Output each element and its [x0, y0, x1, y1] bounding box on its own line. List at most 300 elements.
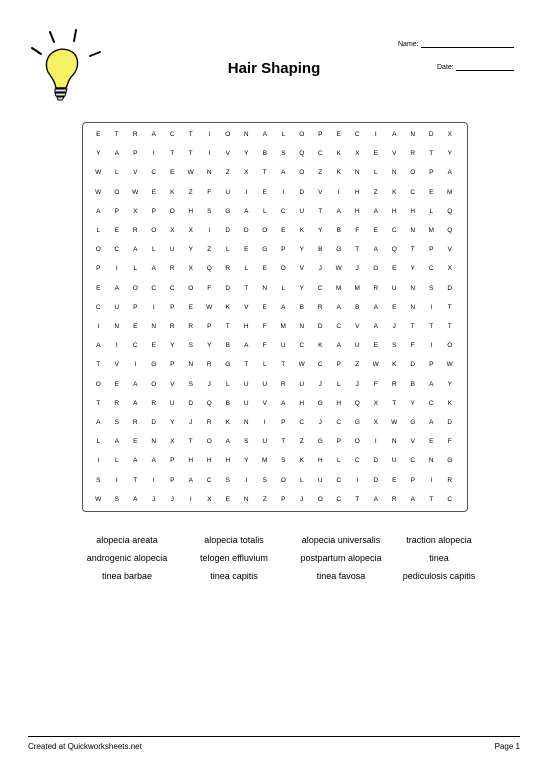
grid-letter[interactable]: T	[114, 131, 119, 138]
grid-letter[interactable]: W	[132, 188, 139, 196]
grid-letter[interactable]: A	[96, 207, 101, 215]
grid-letter[interactable]: T	[429, 150, 434, 158]
grid-letter[interactable]: V	[244, 303, 249, 311]
grid-letter[interactable]: R	[410, 150, 416, 158]
grid-letter[interactable]: X	[447, 131, 452, 138]
grid-letter[interactable]: A	[244, 207, 249, 215]
grid-letter[interactable]: T	[281, 361, 286, 369]
grid-letter[interactable]: W	[298, 361, 305, 369]
grid-letter[interactable]: L	[114, 457, 119, 465]
grid-letter[interactable]: E	[244, 246, 249, 254]
grid-letter[interactable]: T	[447, 303, 452, 311]
grid-letter[interactable]: A	[133, 246, 138, 254]
date-field[interactable]	[437, 63, 514, 71]
grid-letter[interactable]: O	[317, 495, 323, 503]
grid-letter[interactable]: I	[208, 131, 211, 138]
grid-letter[interactable]: P	[96, 265, 101, 273]
grid-letter[interactable]: I	[97, 323, 100, 330]
grid-letter[interactable]: T	[318, 207, 323, 215]
grid-letter[interactable]: K	[447, 399, 452, 407]
grid-letter[interactable]: A	[133, 380, 138, 388]
grid-letter[interactable]: K	[336, 150, 341, 158]
grid-letter[interactable]: J	[189, 419, 193, 426]
grid-letter[interactable]: P	[429, 361, 434, 369]
grid-letter[interactable]: N	[391, 169, 397, 177]
grid-letter[interactable]: O	[280, 476, 286, 484]
grid-letter[interactable]: Y	[447, 150, 452, 158]
name-field[interactable]	[398, 40, 514, 48]
grid-letter[interactable]: O	[280, 265, 286, 273]
grid-letter[interactable]: L	[151, 246, 156, 254]
grid-letter[interactable]: A	[244, 342, 249, 350]
grid-letter[interactable]: V	[262, 399, 267, 407]
grid-letter[interactable]: V	[318, 188, 323, 196]
grid-letter[interactable]: T	[96, 399, 101, 407]
grid-letter[interactable]: H	[354, 207, 360, 215]
grid-letter[interactable]: K	[299, 457, 304, 465]
grid-letter[interactable]: N	[410, 227, 416, 234]
grid-letter[interactable]: A	[151, 265, 156, 273]
grid-letter[interactable]: A	[373, 246, 378, 254]
grid-letter[interactable]: U	[280, 342, 286, 350]
grid-letter[interactable]: U	[354, 342, 360, 350]
grid-letter[interactable]: V	[447, 246, 452, 254]
grid-letter[interactable]: C	[336, 323, 342, 330]
grid-letter[interactable]: O	[95, 246, 101, 254]
grid-letter[interactable]: O	[114, 188, 120, 196]
grid-letter[interactable]: I	[134, 361, 137, 369]
grid-letter[interactable]: W	[95, 188, 102, 196]
grid-letter[interactable]: J	[392, 323, 396, 330]
grid-letter[interactable]: O	[299, 131, 305, 138]
grid-letter[interactable]: Y	[299, 246, 304, 254]
grid-letter[interactable]: C	[428, 399, 434, 407]
grid-letter[interactable]: T	[225, 323, 230, 330]
grid-letter[interactable]: I	[189, 495, 192, 503]
grid-letter[interactable]: W	[372, 361, 379, 369]
grid-letter[interactable]: A	[114, 284, 119, 292]
grid-letter[interactable]: I	[152, 303, 155, 311]
grid-letter[interactable]: T	[188, 131, 193, 138]
grid-letter[interactable]: U	[243, 380, 249, 388]
grid-letter[interactable]: I	[337, 188, 340, 196]
grid-letter[interactable]: S	[114, 495, 119, 503]
grid-letter[interactable]: B	[318, 246, 323, 254]
grid-letter[interactable]: B	[299, 303, 304, 311]
grid-letter[interactable]: O	[132, 284, 138, 292]
grid-letter[interactable]: M	[354, 284, 360, 292]
grid-letter[interactable]: P	[170, 457, 175, 465]
grid-letter[interactable]: D	[151, 419, 157, 426]
grid-letter[interactable]: I	[208, 227, 211, 234]
grid-letter[interactable]: T	[281, 438, 286, 446]
grid-letter[interactable]: N	[206, 169, 212, 177]
grid-letter[interactable]: Z	[299, 438, 304, 446]
grid-letter[interactable]: Y	[207, 342, 212, 350]
grid-letter[interactable]: A	[114, 150, 119, 158]
grid-letter[interactable]: C	[169, 284, 175, 292]
grid-letter[interactable]: P	[133, 303, 138, 311]
grid-letter[interactable]: C	[151, 169, 157, 177]
grid-letter[interactable]: A	[336, 207, 341, 215]
grid-letter[interactable]: L	[336, 457, 341, 465]
grid-letter[interactable]: W	[95, 495, 102, 503]
grid-letter[interactable]: N	[410, 303, 416, 311]
grid-letter[interactable]: T	[244, 284, 249, 292]
grid-letter[interactable]: X	[447, 265, 452, 273]
grid-letter[interactable]: I	[430, 303, 433, 311]
grid-letter[interactable]: Y	[170, 342, 175, 350]
grid-letter[interactable]: C	[169, 131, 175, 138]
grid-letter[interactable]: E	[225, 495, 230, 503]
grid-letter[interactable]: N	[188, 361, 194, 369]
grid-letter[interactable]: T	[244, 361, 249, 369]
grid-letter[interactable]: E	[262, 265, 267, 273]
date-line[interactable]	[456, 63, 514, 71]
grid-letter[interactable]: S	[262, 476, 267, 484]
grid-letter[interactable]: Z	[373, 188, 378, 196]
grid-letter[interactable]: P	[170, 361, 175, 369]
grid-letter[interactable]: D	[225, 227, 231, 234]
grid-letter[interactable]: C	[299, 342, 305, 350]
grid-letter[interactable]: H	[206, 457, 212, 465]
grid-letter[interactable]: D	[188, 399, 194, 407]
grid-letter[interactable]: T	[410, 246, 415, 254]
grid-letter[interactable]: K	[318, 342, 323, 350]
grid-letter[interactable]: E	[262, 188, 267, 196]
grid-letter[interactable]: G	[151, 361, 157, 369]
grid-letter[interactable]: L	[336, 380, 341, 388]
grid-letter[interactable]: E	[336, 131, 341, 138]
grid-letter[interactable]: U	[243, 399, 249, 407]
grid-letter[interactable]: D	[373, 457, 379, 465]
grid-letter[interactable]: X	[188, 265, 193, 273]
grid-letter[interactable]: E	[151, 188, 156, 196]
grid-letter[interactable]: T	[188, 150, 193, 158]
grid-letter[interactable]: P	[207, 323, 212, 330]
grid-letter[interactable]: E	[114, 380, 119, 388]
grid-letter[interactable]: C	[336, 419, 342, 426]
grid-letter[interactable]: D	[447, 419, 453, 426]
grid-letter[interactable]: U	[225, 188, 231, 196]
grid-letter[interactable]: T	[170, 150, 175, 158]
grid-letter[interactable]: H	[354, 188, 360, 196]
grid-letter[interactable]: T	[96, 361, 101, 369]
grid-letter[interactable]: C	[317, 361, 323, 369]
grid-letter[interactable]: O	[262, 227, 268, 234]
grid-letter[interactable]: P	[429, 169, 434, 177]
grid-letter[interactable]: R	[447, 476, 453, 484]
grid-letter[interactable]: U	[317, 476, 323, 484]
grid-letter[interactable]: U	[262, 438, 268, 446]
grid-letter[interactable]: I	[374, 131, 377, 138]
grid-letter[interactable]: G	[225, 207, 231, 215]
grid-letter[interactable]: L	[429, 207, 434, 215]
grid-letter[interactable]: H	[188, 457, 194, 465]
grid-letter[interactable]: A	[373, 323, 378, 330]
grid-letter[interactable]: Z	[318, 169, 323, 177]
grid-letter[interactable]: L	[373, 169, 378, 177]
grid-letter[interactable]: Y	[318, 227, 323, 234]
grid-letter[interactable]: N	[243, 131, 249, 138]
grid-letter[interactable]: X	[355, 150, 360, 158]
grid-letter[interactable]: W	[95, 169, 102, 177]
grid-letter[interactable]: Q	[447, 207, 453, 215]
grid-letter[interactable]: X	[373, 419, 378, 426]
grid-letter[interactable]: R	[317, 303, 323, 311]
grid-letter[interactable]: A	[114, 438, 119, 446]
grid-letter[interactable]: B	[225, 342, 230, 350]
grid-letter[interactable]: K	[299, 227, 304, 234]
grid-letter[interactable]: P	[429, 246, 434, 254]
grid-letter[interactable]: W	[335, 265, 342, 273]
grid-letter[interactable]: A	[151, 131, 156, 138]
grid-letter[interactable]: N	[299, 323, 305, 330]
grid-letter[interactable]: A	[96, 419, 101, 426]
grid-letter[interactable]: N	[354, 169, 360, 177]
grid-letter[interactable]: O	[95, 380, 101, 388]
grid-letter[interactable]: N	[243, 495, 249, 503]
grid-letter[interactable]: H	[188, 207, 194, 215]
grid-letter[interactable]: Y	[410, 265, 415, 273]
grid-letter[interactable]: C	[428, 265, 434, 273]
grid-letter[interactable]: K	[392, 188, 397, 196]
grid-letter[interactable]: A	[151, 457, 156, 465]
grid-letter[interactable]: F	[373, 380, 378, 388]
grid-letter[interactable]: I	[245, 476, 248, 484]
grid-letter[interactable]: O	[151, 227, 157, 234]
grid-letter[interactable]: L	[225, 246, 230, 254]
grid-letter[interactable]: R	[132, 419, 138, 426]
grid-letter[interactable]: Z	[225, 169, 230, 177]
grid-letter[interactable]: J	[318, 419, 322, 426]
grid-letter[interactable]: E	[392, 303, 397, 311]
grid-letter[interactable]: I	[374, 438, 377, 446]
grid-letter[interactable]: F	[355, 227, 360, 234]
grid-letter[interactable]: A	[429, 380, 434, 388]
grid-letter[interactable]: Y	[96, 150, 101, 158]
grid-letter[interactable]: X	[373, 399, 378, 407]
grid-letter[interactable]: I	[282, 188, 285, 196]
grid-letter[interactable]: A	[373, 207, 378, 215]
grid-letter[interactable]: C	[299, 419, 305, 426]
grid-letter[interactable]: H	[317, 457, 323, 465]
grid-letter[interactable]: R	[114, 399, 120, 407]
grid-letter[interactable]: T	[355, 246, 360, 254]
grid-letter[interactable]: C	[280, 207, 286, 215]
grid-letter[interactable]: R	[225, 265, 231, 273]
grid-letter[interactable]: M	[447, 188, 453, 196]
grid-letter[interactable]: Y	[170, 419, 175, 426]
grid-letter[interactable]: B	[355, 303, 360, 311]
grid-letter[interactable]: W	[446, 361, 453, 369]
grid-letter[interactable]: D	[373, 476, 379, 484]
grid-letter[interactable]: G	[317, 399, 323, 407]
grid-letter[interactable]: W	[206, 303, 213, 311]
grid-letter[interactable]: M	[428, 227, 434, 234]
grid-letter[interactable]: G	[410, 419, 416, 426]
grid-letter[interactable]: A	[336, 342, 341, 350]
grid-letter[interactable]: H	[336, 399, 342, 407]
grid-letter[interactable]: H	[299, 399, 305, 407]
grid-letter[interactable]: C	[447, 495, 453, 503]
grid-letter[interactable]: Y	[447, 380, 452, 388]
grid-letter[interactable]: N	[151, 438, 157, 446]
grid-letter[interactable]: V	[299, 265, 304, 273]
grid-letter[interactable]: I	[356, 476, 359, 484]
grid-letter[interactable]: T	[262, 169, 267, 177]
grid-letter[interactable]: E	[373, 150, 378, 158]
grid-letter[interactable]: F	[447, 438, 452, 446]
grid-letter[interactable]: D	[225, 284, 231, 292]
grid-letter[interactable]: X	[170, 227, 175, 234]
grid-letter[interactable]: Q	[206, 399, 212, 407]
grid-letter[interactable]: U	[391, 457, 397, 465]
grid-letter[interactable]: G	[225, 361, 231, 369]
grid-letter[interactable]: V	[355, 323, 360, 330]
grid-letter[interactable]: H	[391, 207, 397, 215]
grid-letter[interactable]: C	[132, 342, 138, 350]
grid-letter[interactable]: C	[95, 303, 101, 311]
grid-letter[interactable]: X	[170, 438, 175, 446]
grid-letter[interactable]: O	[151, 380, 157, 388]
grid-letter[interactable]: U	[114, 303, 120, 311]
grid-letter[interactable]: S	[429, 284, 434, 292]
grid-letter[interactable]: N	[410, 131, 416, 138]
grid-letter[interactable]: E	[392, 265, 397, 273]
grid-letter[interactable]: A	[96, 342, 101, 350]
grid-letter[interactable]: R	[391, 495, 397, 503]
grid-letter[interactable]: T	[188, 438, 193, 446]
grid-letter[interactable]: S	[114, 419, 119, 426]
grid-letter[interactable]: T	[133, 476, 138, 484]
grid-letter[interactable]: A	[429, 419, 434, 426]
grid-letter[interactable]: F	[262, 323, 267, 330]
grid-letter[interactable]: A	[392, 131, 397, 138]
grid-letter[interactable]: B	[225, 399, 230, 407]
grid-letter[interactable]: V	[170, 380, 175, 388]
grid-letter[interactable]: I	[245, 188, 248, 196]
grid-letter[interactable]: E	[188, 303, 193, 311]
grid-letter[interactable]: M	[280, 323, 286, 330]
grid-letter[interactable]: T	[429, 323, 434, 330]
grid-letter[interactable]: I	[263, 419, 266, 426]
grid-letter[interactable]: O	[410, 169, 416, 177]
grid-letter[interactable]: S	[225, 476, 230, 484]
grid-letter[interactable]: H	[410, 207, 416, 215]
grid-letter[interactable]: A	[447, 169, 452, 177]
grid-letter[interactable]: W	[391, 419, 398, 426]
grid-letter[interactable]: C	[151, 284, 157, 292]
grid-letter[interactable]: R	[373, 284, 379, 292]
grid-letter[interactable]: G	[354, 419, 360, 426]
grid-letter[interactable]: N	[391, 438, 397, 446]
grid-letter[interactable]: O	[447, 342, 453, 350]
grid-letter[interactable]: R	[132, 131, 138, 138]
grid-letter[interactable]: U	[299, 207, 305, 215]
grid-letter[interactable]: V	[133, 169, 138, 177]
grid-letter[interactable]: S	[244, 438, 249, 446]
grid-letter[interactable]: S	[207, 207, 212, 215]
grid-letter[interactable]: J	[355, 265, 359, 273]
grid-letter[interactable]: A	[133, 495, 138, 503]
grid-letter[interactable]: K	[392, 361, 397, 369]
grid-letter[interactable]: A	[281, 399, 286, 407]
grid-letter[interactable]: C	[206, 476, 212, 484]
grid-letter[interactable]: L	[299, 476, 304, 484]
grid-letter[interactable]: C	[354, 131, 360, 138]
grid-letter[interactable]: R	[169, 265, 175, 273]
grid-letter[interactable]: P	[170, 476, 175, 484]
grid-letter[interactable]: L	[262, 361, 267, 369]
grid-letter[interactable]: U	[262, 380, 268, 388]
grid-letter[interactable]: J	[318, 265, 322, 273]
grid-letter[interactable]: D	[447, 284, 453, 292]
grid-letter[interactable]: N	[114, 323, 120, 330]
grid-letter[interactable]: T	[392, 399, 397, 407]
grid-letter[interactable]: K	[225, 303, 230, 311]
grid-letter[interactable]: A	[373, 303, 378, 311]
grid-letter[interactable]: X	[244, 169, 249, 177]
grid-letter[interactable]: Q	[391, 246, 397, 254]
grid-letter[interactable]: N	[151, 323, 157, 330]
grid-letter[interactable]: V	[410, 438, 415, 446]
grid-letter[interactable]: I	[208, 150, 211, 158]
grid-letter[interactable]: L	[225, 380, 230, 388]
grid-letter[interactable]: O	[169, 207, 175, 215]
grid-letter[interactable]: C	[317, 284, 323, 292]
grid-letter[interactable]: E	[281, 227, 286, 234]
grid-letter[interactable]: E	[170, 169, 175, 177]
grid-letter[interactable]: N	[428, 457, 434, 465]
grid-letter[interactable]: E	[262, 303, 267, 311]
grid-letter[interactable]: P	[410, 476, 415, 484]
grid-letter[interactable]: P	[133, 150, 138, 158]
grid-letter[interactable]: D	[243, 227, 249, 234]
grid-letter[interactable]: B	[410, 380, 415, 388]
grid-letter[interactable]: G	[336, 246, 342, 254]
grid-letter[interactable]: X	[188, 227, 193, 234]
grid-letter[interactable]: Z	[188, 188, 193, 196]
grid-letter[interactable]: I	[97, 457, 100, 465]
grid-letter[interactable]: A	[188, 476, 193, 484]
grid-letter[interactable]: I	[430, 342, 433, 350]
grid-letter[interactable]: L	[133, 265, 138, 273]
grid-letter[interactable]: O	[225, 131, 231, 138]
grid-letter[interactable]: C	[336, 476, 342, 484]
grid-letter[interactable]: X	[207, 495, 212, 503]
grid-letter[interactable]: D	[299, 188, 305, 196]
grid-letter[interactable]: F	[410, 342, 415, 350]
grid-letter[interactable]: E	[429, 438, 434, 446]
grid-letter[interactable]: M	[262, 457, 268, 465]
grid-letter[interactable]: A	[262, 131, 267, 138]
grid-letter[interactable]: E	[151, 342, 156, 350]
grid-letter[interactable]: Y	[410, 399, 415, 407]
grid-letter[interactable]: L	[96, 438, 101, 446]
grid-letter[interactable]: O	[373, 265, 379, 273]
grid-letter[interactable]: L	[96, 227, 101, 234]
grid-letter[interactable]: Y	[299, 284, 304, 292]
grid-letter[interactable]: S	[392, 342, 397, 350]
grid-letter[interactable]: T	[410, 323, 415, 330]
grid-letter[interactable]: R	[188, 323, 194, 330]
grid-letter[interactable]: E	[429, 188, 434, 196]
grid-letter[interactable]: H	[243, 323, 249, 330]
grid-letter[interactable]: Y	[244, 457, 249, 465]
grid-letter[interactable]: P	[281, 246, 286, 254]
grid-letter[interactable]: I	[115, 476, 118, 484]
